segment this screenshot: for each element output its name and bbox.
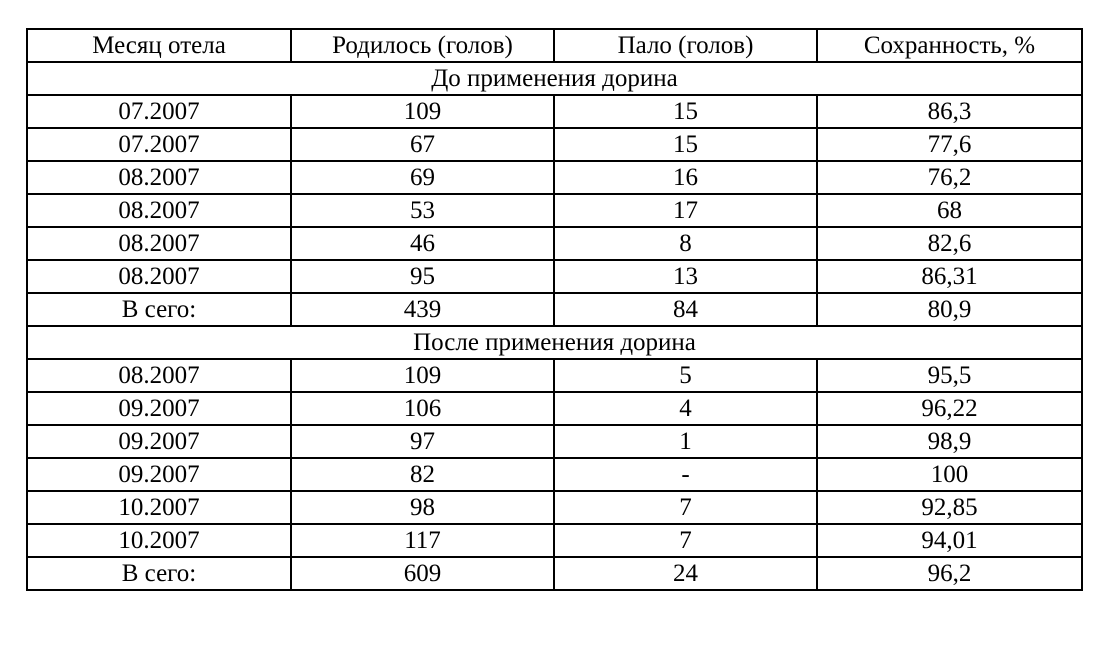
table-cell: 1	[554, 425, 817, 458]
table-cell: 96,22	[817, 392, 1082, 425]
table-row	[27, 524, 1082, 557]
table-cell: 76,2	[817, 161, 1082, 194]
table-cell: 69	[291, 161, 554, 194]
table-cell: 07.2007	[27, 95, 291, 128]
table-cell: 94,01	[817, 524, 1082, 557]
table-body	[27, 29, 1082, 590]
table-cell: 13	[554, 260, 817, 293]
table-cell: 08.2007	[27, 260, 291, 293]
total-cell: В сего:	[27, 293, 291, 326]
header-cell-born: Родилось (голов)	[291, 29, 554, 62]
table-cell: 08.2007	[27, 194, 291, 227]
table-cell: 15	[554, 95, 817, 128]
table-cell: 86,31	[817, 260, 1082, 293]
table-row	[27, 458, 1082, 491]
table-cell: 09.2007	[27, 425, 291, 458]
table-row	[27, 425, 1082, 458]
table-cell: 68	[817, 194, 1082, 227]
section-title: До применения дорина	[27, 62, 1082, 95]
table-cell: 8	[554, 227, 817, 260]
table-cell: 08.2007	[27, 227, 291, 260]
table-row	[27, 359, 1082, 392]
table-cell: 10.2007	[27, 491, 291, 524]
table-cell: 77,6	[817, 128, 1082, 161]
table-cell: 16	[554, 161, 817, 194]
total-cell: 24	[554, 557, 817, 590]
table-cell: 4	[554, 392, 817, 425]
table-row	[27, 95, 1082, 128]
table-cell: 17	[554, 194, 817, 227]
total-row	[27, 557, 1082, 590]
total-row	[27, 293, 1082, 326]
table-cell: 98,9	[817, 425, 1082, 458]
table-cell: 53	[291, 194, 554, 227]
table-cell: 95,5	[817, 359, 1082, 392]
table-cell: 67	[291, 128, 554, 161]
table-cell: 100	[817, 458, 1082, 491]
section-title: После применения дорина	[27, 326, 1082, 359]
table-cell: 82	[291, 458, 554, 491]
table-cell: 117	[291, 524, 554, 557]
table-cell: 109	[291, 95, 554, 128]
table-cell: 09.2007	[27, 392, 291, 425]
table-cell: 15	[554, 128, 817, 161]
table-row	[27, 392, 1082, 425]
section-title-row	[27, 326, 1082, 359]
table-row	[27, 128, 1082, 161]
table-cell: 7	[554, 491, 817, 524]
table-cell: 08.2007	[27, 161, 291, 194]
table-cell: -	[554, 458, 817, 491]
table-row	[27, 161, 1082, 194]
table-row	[27, 491, 1082, 524]
total-cell: В сего:	[27, 557, 291, 590]
header-row	[27, 29, 1082, 62]
table-row	[27, 227, 1082, 260]
table-cell: 95	[291, 260, 554, 293]
table-row	[27, 260, 1082, 293]
table-cell: 07.2007	[27, 128, 291, 161]
table-cell: 98	[291, 491, 554, 524]
table-cell: 10.2007	[27, 524, 291, 557]
table-cell: 97	[291, 425, 554, 458]
total-cell: 80,9	[817, 293, 1082, 326]
total-cell: 609	[291, 557, 554, 590]
total-cell: 439	[291, 293, 554, 326]
header-cell-died: Пало (голов)	[554, 29, 817, 62]
header-cell-month: Месяц отела	[27, 29, 291, 62]
table-cell: 5	[554, 359, 817, 392]
table-cell: 82,6	[817, 227, 1082, 260]
total-cell: 84	[554, 293, 817, 326]
header-cell-survival: Сохранность, %	[817, 29, 1082, 62]
table-cell: 08.2007	[27, 359, 291, 392]
total-cell: 96,2	[817, 557, 1082, 590]
calving-data-table	[26, 28, 1083, 591]
section-title-row	[27, 62, 1082, 95]
table-cell: 7	[554, 524, 817, 557]
table-cell: 106	[291, 392, 554, 425]
table-cell: 109	[291, 359, 554, 392]
table-row	[27, 194, 1082, 227]
table-cell: 09.2007	[27, 458, 291, 491]
table-cell: 92,85	[817, 491, 1082, 524]
table-cell: 86,3	[817, 95, 1082, 128]
table-cell: 46	[291, 227, 554, 260]
